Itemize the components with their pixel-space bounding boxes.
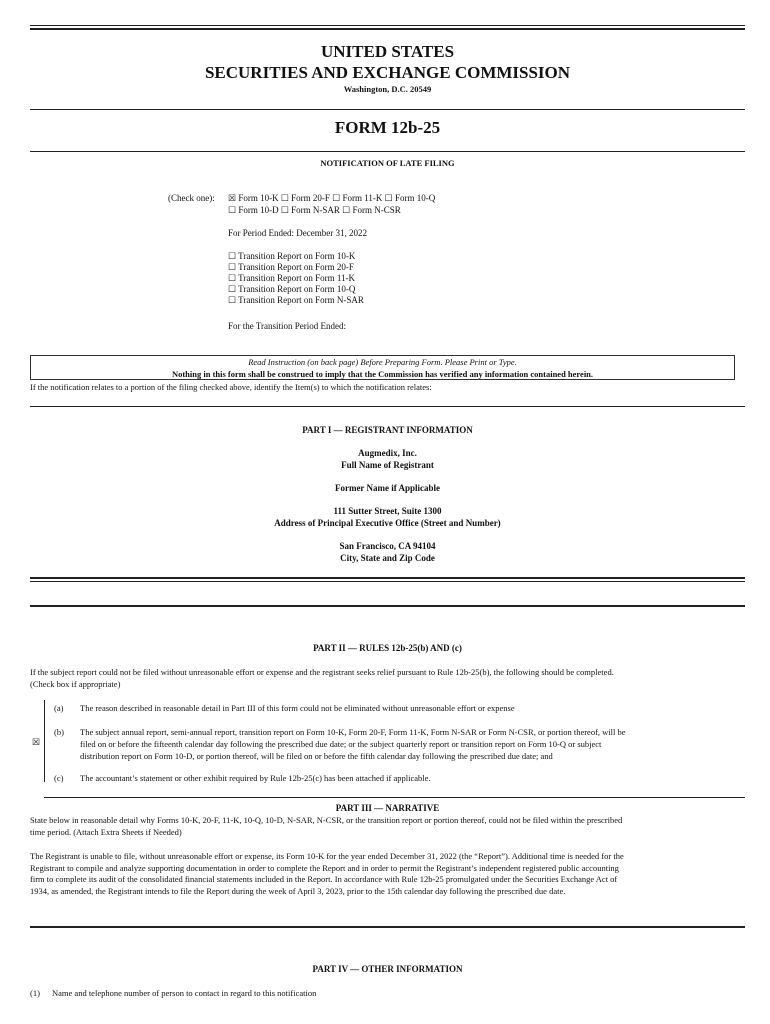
part3-title: PART III — NARRATIVE [335,803,440,813]
transition-period-ended: For the Transition Period Ended: [228,321,347,331]
transition-report-list [228,251,364,306]
part2-title: PART II — RULES 12b-25(b) AND (c) [313,643,462,653]
part2-intro-line1: If the subject report could not be filed without unreasonable effort or expense and the registrant seeks relief pursuant to Rule 12b-25(b), the following should be completed. [30,667,614,677]
transition-report-item[interactable]: ☐ Transition Report on Form 10-Q [228,284,356,294]
transition-report-item[interactable]: ☐ Transition Report on Form N-SAR [228,295,364,305]
instructions-box [30,355,735,380]
narrative [30,851,624,897]
notification-title: NOTIFICATION OF LATE FILING [320,158,455,168]
item-b-letter: (b) [54,727,64,737]
former-name-label: Former Name if Applicable [334,483,441,493]
item-b-text-2: filed on or before the fifteenth calendar day following the prescribed due date; or the subject quarterly report or transition report on Form 10-Q or subject [80,739,602,749]
registrant-address: 111 Sutter Street, Suite 1300 [333,506,442,516]
address-label: Address of Principal Executive Office (Street and Number) [274,518,501,528]
narrative-line: firm to complete its audit of the consolidated financial statements included in the Report. In accordance with Rule 12b-25 promulgated under the Securities Exchange Act of [30,874,618,884]
part2-top-rule [30,605,745,607]
check-one-row1[interactable]: ☒ Form 10-K ☐ Form 20-F ☐ Form 11-K ☐ Form 10-Q [228,193,436,203]
check-one-label: (Check one): [168,193,215,203]
top-rule [30,25,745,26]
instructions-line2: Nothing in this form shall be construed to imply that the Commission has verified any information contained herein. [171,368,594,379]
part1-top-rule [30,406,745,407]
part1-bottom-rule [30,577,745,579]
agency-line1: UNITED STATES [320,42,455,61]
part1-bottom-rule-2 [30,581,745,582]
transition-report-item[interactable]: ☐ Transition Report on Form 20-F [228,262,354,272]
part4-item1-number: (1) [30,988,40,998]
location: Washington, D.C. 20549 [343,84,432,94]
transition-report-item[interactable]: ☐ Transition Report on Form 10-K [228,251,356,261]
narrative-line: 1934, as amended, the Registrant intends to file the Report during the week of April 3, 2023, prior to the 15th calendar day following the prescribed due date. [30,885,566,896]
part4-top-rule [30,926,745,928]
part4-item1-text: Name and telephone number of person to contact in regard to this notification [52,988,317,998]
item-a-letter: (a) [54,703,64,713]
agency-line2: SECURITIES AND EXCHANGE COMMISSION [204,63,571,82]
registrant-name: Augmedix, Inc. [358,448,417,458]
portion-notice: If the notification relates to a portion of the filing checked above, identify the Item(s) to which the notification relates: [30,382,432,392]
part2-checkbox[interactable]: ☒ [32,737,41,747]
city-label: City, State and Zip Code [340,553,435,563]
check-one-row2[interactable]: ☐ Form 10-D ☐ Form N-SAR ☐ Form N-CSR [228,205,401,215]
part2-checkbox-bracket [44,700,45,782]
header-rule [30,109,745,110]
part1-title: PART I — REGISTRANT INFORMATION [302,425,473,435]
registrant-name-label: Full Name of Registrant [341,460,434,470]
form-title: FORM 12b-25 [334,118,441,137]
narrative-line: The Registrant is unable to file, without unreasonable effort or expense, its Form 10-K for the year ended December 31, 2022 (the “Report”). Additional time is needed for the [30,851,624,861]
narrative-line: Registrant to compile and analyze supporting documentation in order to complete the Report and in order to permit the Registrant’s independent registered public accounting [30,862,619,873]
transition-report-item[interactable]: ☐ Transition Report on Form 11-K [228,273,355,283]
part3-intro-line1: State below in reasonable detail why Forms 10-K, 20-F, 11-K, 10-Q, 10-D, N-SAR, N-CSR, or the transition report or portion thereof, could not be filed within the prescribed [30,815,623,825]
part2-intro-line2: (Check box if appropriate) [30,679,121,689]
item-c-text: The accountant’s statement or other exhibit required by Rule 12b-25(c) has been attached if applicable. [80,773,431,783]
item-b-text-1: The subject annual report, semi-annual report, transition report on Form 10-K, Form 20-F, Form 11-K, Form N-SAR or Form N-CSR, or portion thereof, will be [80,727,626,737]
period-ended: For Period Ended: December 31, 2022 [228,228,367,238]
part3-top-rule [44,797,745,798]
instructions-line1: Read Instruction (on back page) Before Preparing Form. Please Print or Type. [248,357,517,367]
part3-intro-line2: time period. (Attach Extra Sheets if Needed) [30,827,182,837]
item-b-text-3: distribution report on Form 10-D, or portion thereof, will be filed on or before the fifth calendar day following the prescribed due date; and [80,751,553,761]
part4-title: PART IV — OTHER INFORMATION [312,964,463,974]
form-title-rule [30,151,745,152]
top-rule-thick [30,28,745,30]
registrant-city: San Francisco, CA 94104 [339,541,436,551]
item-a-text: The reason described in reasonable detail in Part III of this form could not be eliminated without unreasonable effort or expense [80,703,515,713]
item-c-letter: (c) [54,773,64,783]
